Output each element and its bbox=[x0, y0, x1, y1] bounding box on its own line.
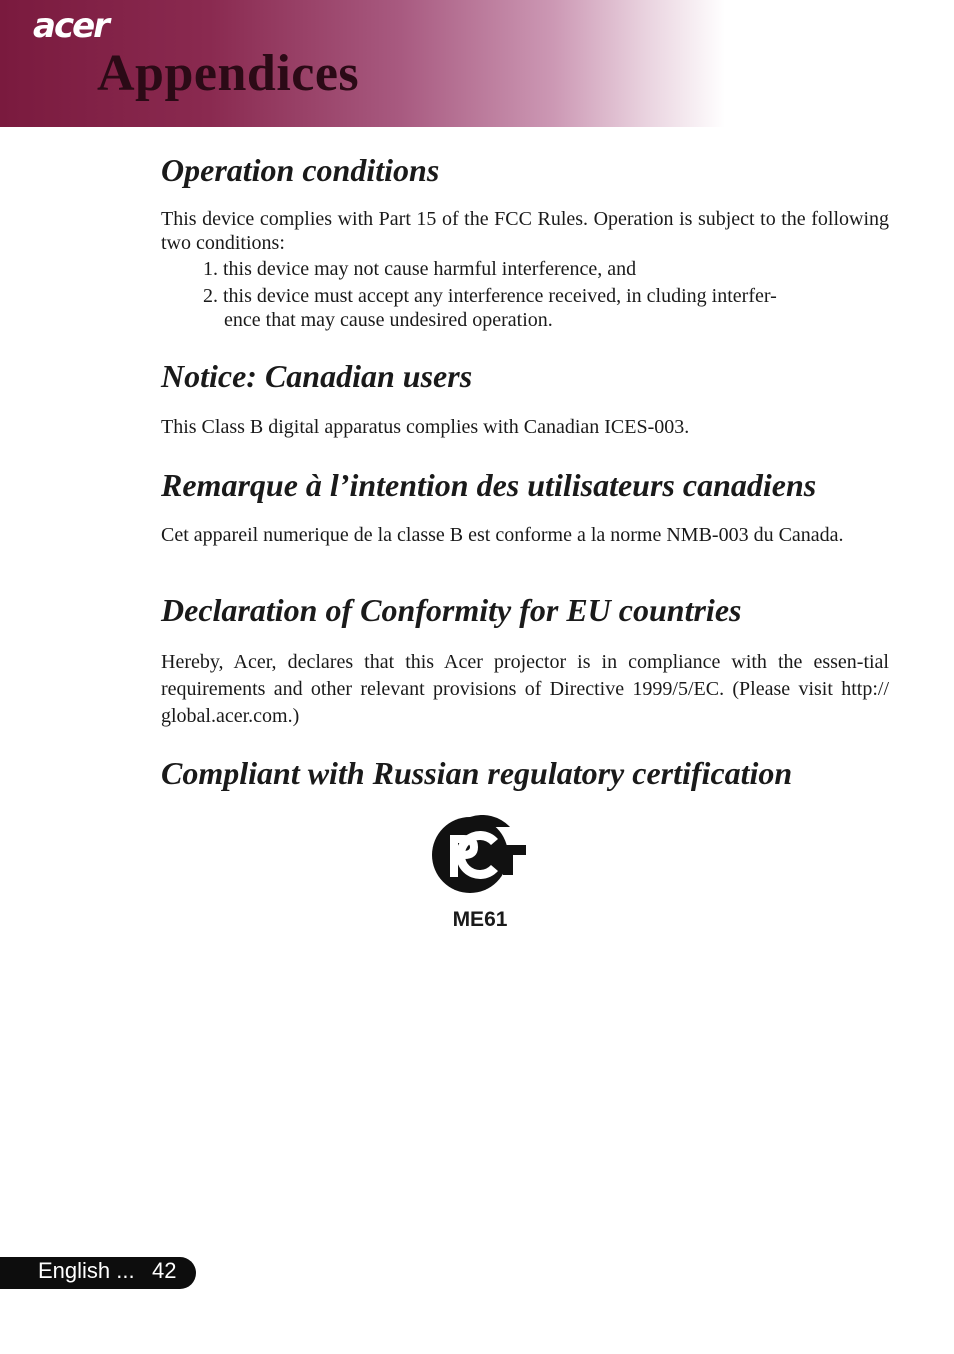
canadian-users-text: This Class B digital apparatus complies with Canadian ICES-003. bbox=[161, 416, 690, 438]
operation-condition-item-2-line-1: 2. this device must accept any interference received, in cluding interfer- bbox=[203, 285, 777, 307]
operation-condition-item-2 bbox=[203, 284, 889, 308]
gost-pct-certification-mark-icon bbox=[428, 815, 528, 895]
russian-certification-heading: Compliant with Russian regulatory certification bbox=[161, 755, 793, 791]
page-title: Appendices bbox=[97, 45, 360, 102]
eu-conformity-text: Hereby, Acer, declares that this Acer projector is in compliance with the essen-tial requirements and other relevant provisions of Directive 1999/5/EC. (Please visit http:// global.acer.com.) bbox=[161, 651, 889, 727]
acer-logo: acer bbox=[33, 6, 108, 46]
remarque-text: Cet appareil numerique de la classe B est conforme a la norme NMB-003 du Canada. bbox=[161, 524, 844, 546]
canadian-users-heading: Notice: Canadian users bbox=[161, 358, 473, 394]
operation-condition-item-1: 1. this device may not cause harmful interference, and bbox=[203, 258, 637, 280]
certification-code: ME61 bbox=[452, 908, 508, 931]
page-number: 42 bbox=[152, 1258, 177, 1283]
footer-language: English ... bbox=[38, 1258, 135, 1283]
eu-conformity-heading: Declaration of Conformity for EU countries bbox=[161, 592, 742, 628]
operation-conditions-heading: Operation conditions bbox=[161, 152, 440, 188]
operation-conditions-intro: This device complies with Part 15 of the FCC Rules. Operation is subject to the following two conditions: bbox=[161, 208, 889, 254]
operation-condition-item-2-continuation: ence that may cause undesired operation. bbox=[224, 309, 553, 331]
remarque-heading: Remarque à l’intention des utilisateurs canadiens bbox=[161, 467, 817, 503]
